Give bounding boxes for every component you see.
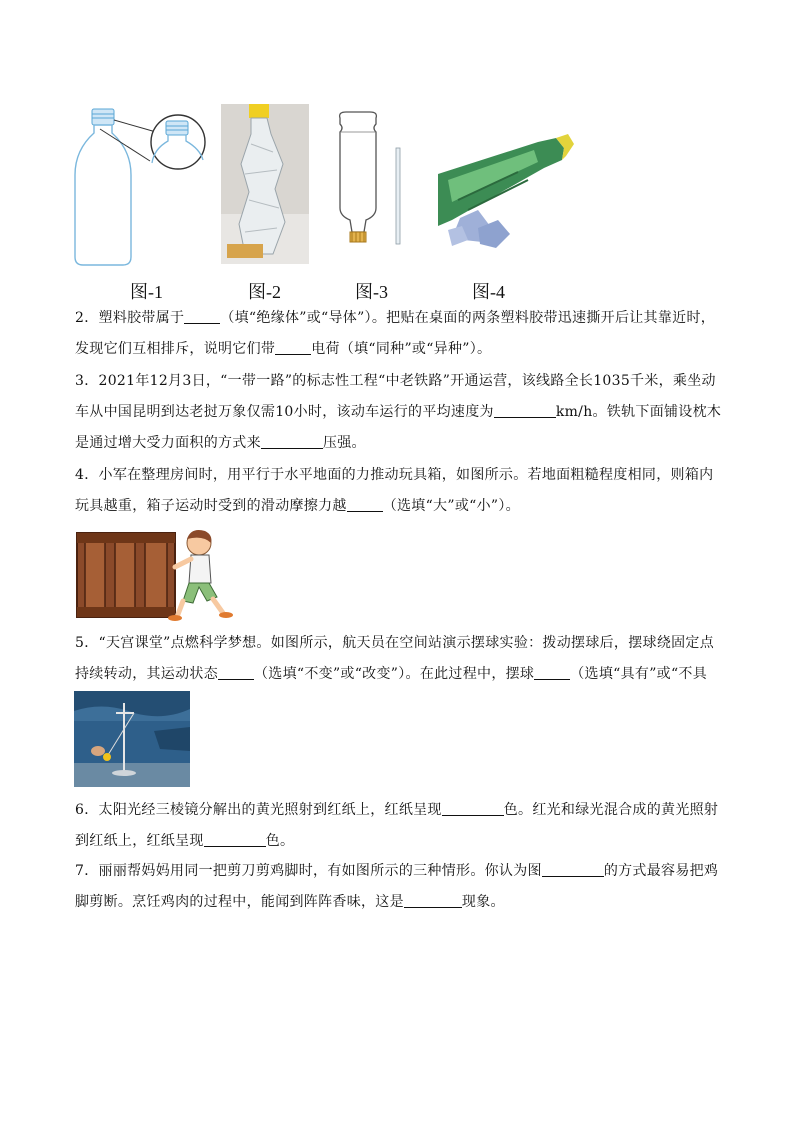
question-text: 压强。 — [322, 435, 366, 451]
figure-caption: 图-4 — [472, 282, 505, 302]
figure-caption: 图-2 — [248, 282, 281, 302]
question-text: （选填“具有”或“不具 — [570, 666, 708, 682]
question-2 — [75, 303, 725, 365]
answer-blank[interactable] — [261, 434, 323, 449]
question-text: 色。 — [265, 833, 295, 849]
answer-blank[interactable] — [204, 832, 266, 847]
question-text: 色。红光和绿光混合成的黄光照射到红纸上，红纸呈现 — [75, 802, 719, 849]
question-text: （选填“大”或“小”）。 — [382, 498, 520, 514]
question-number: 2． — [75, 310, 99, 326]
answer-blank[interactable] — [442, 801, 504, 816]
question-number: 5． — [75, 635, 99, 651]
question-3 — [75, 366, 725, 459]
bottle-diagram-figure — [70, 105, 210, 275]
question-text: （填“绝缘体”或“导体”）。把贴在桌面的两条塑料胶带迅速撕开后让其靠近时，发现它们互相排斥，说明它们带 — [75, 310, 716, 357]
figure-caption: 图-1 — [130, 282, 163, 302]
question-text: “天宫课堂”点燃科学梦想。如图所示，航天员在空间站演示摆球实验：拨动摆球后，摆球绕固定点持续转动，其运动状态 — [75, 635, 715, 682]
answer-blank[interactable] — [542, 862, 604, 877]
question-text: 小军在整理房间时，用平行于水平地面的力推动玩具箱，如图所示。若地面粗糙程度相同，则箱内玩具越重，箱子运动时受到的滑动摩擦力越 — [75, 467, 714, 514]
answer-blank[interactable] — [184, 309, 220, 324]
question-text: km/h。铁轨下面铺设枕木是通过增大受力面积的方式来 — [75, 404, 722, 451]
question-text: 塑料胶带属于 — [98, 310, 185, 326]
question-number: 3． — [75, 373, 99, 389]
question-number: 7． — [75, 863, 99, 879]
bottle-straw-figure — [332, 108, 412, 248]
question-text: 的方式最容易把鸡脚剪断。烹饪鸡肉的过程中，能闻到阵阵香味，这是 — [75, 863, 719, 910]
green-bottle-photo — [438, 130, 578, 260]
answer-blank[interactable] — [534, 665, 570, 680]
question-text: 丽丽帮妈妈用同一把剪刀剪鸡脚时，有如图所示的三种情形。你认为图 — [98, 863, 542, 879]
toy-box-push-picture — [75, 527, 235, 621]
question-7 — [75, 856, 725, 918]
question-text: 2021年12月3日，“一带一路”的标志性工程“中老铁路”开通运营，该线路全长1035千米，乘坐动车从中国昆明到达老挝万象仅需10小时，该动车运行的平均速度为 — [75, 373, 716, 420]
answer-blank[interactable] — [404, 893, 462, 908]
pendulum-experiment-photo — [74, 691, 190, 787]
answer-blank[interactable] — [494, 403, 556, 418]
answer-blank[interactable] — [347, 497, 383, 512]
crushed-bottle-photo — [221, 104, 309, 264]
question-4 — [75, 460, 725, 522]
question-number: 6． — [75, 802, 99, 818]
question-6 — [75, 795, 725, 857]
answer-blank[interactable] — [275, 340, 311, 355]
answer-blank[interactable] — [218, 665, 254, 680]
question-number: 4． — [75, 467, 99, 483]
question-text: 现象。 — [461, 894, 505, 910]
question-text: 太阳光经三棱镜分解出的黄光照射到红纸上，红纸呈现 — [98, 802, 442, 818]
question-text: 电荷（填“同种”或“异种”）。 — [311, 341, 492, 357]
figure-row — [70, 100, 590, 300]
question-text: （选填“不变”或“改变”）。在此过程中，摆球 — [254, 666, 535, 682]
figure-caption: 图-3 — [355, 282, 388, 302]
